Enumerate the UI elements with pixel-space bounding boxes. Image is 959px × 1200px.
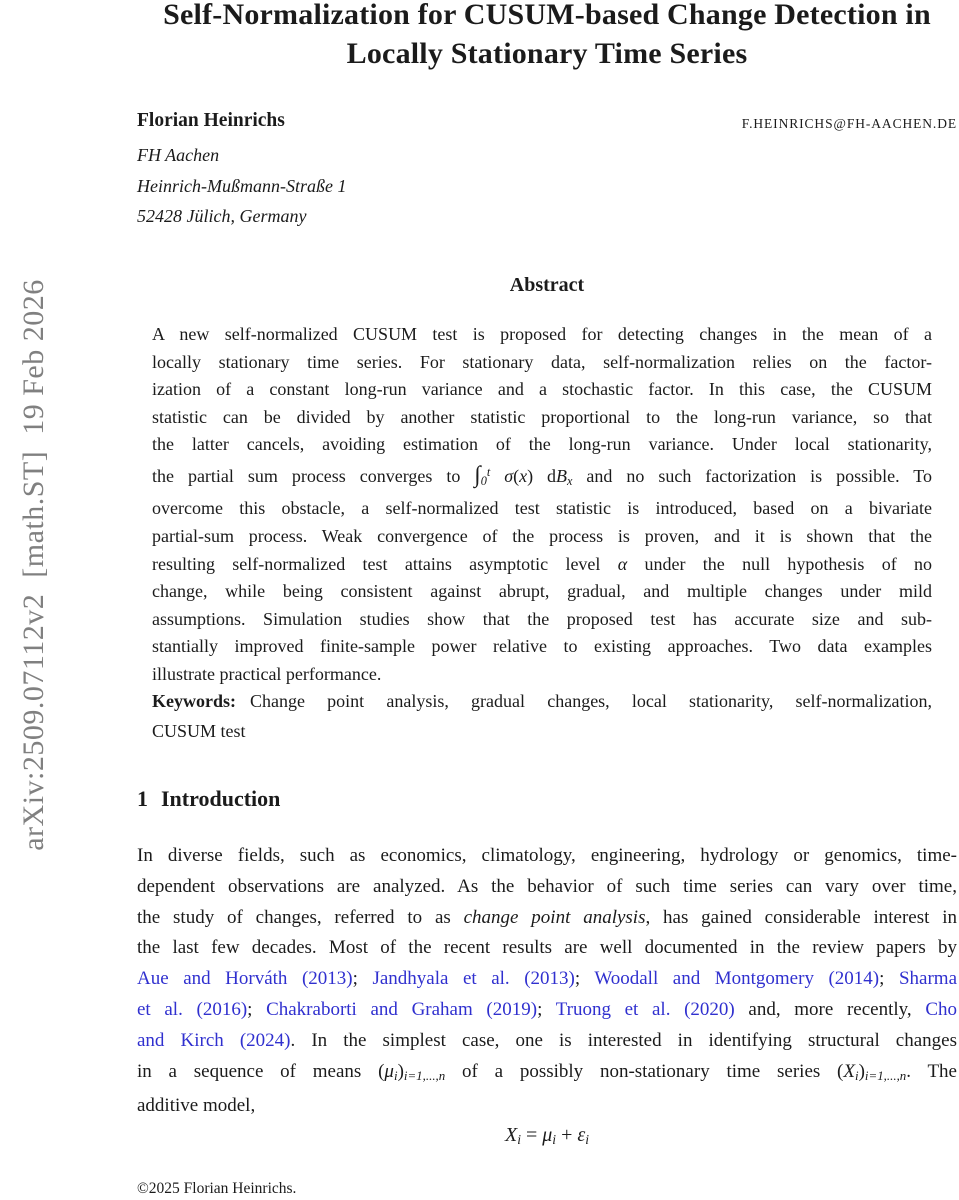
text-segment: i <box>517 1131 521 1147</box>
text-segment: In diverse fields, such as economics, climatology, engineering, hydrology or genomics, time- <box>137 845 957 866</box>
text-segment: i <box>855 1067 859 1083</box>
text-line <box>152 633 932 661</box>
text-line <box>152 495 932 523</box>
text-line <box>152 376 932 404</box>
text-segment: ) d <box>527 466 557 487</box>
abstract-body <box>152 321 932 689</box>
text-segment: ; <box>247 998 267 1020</box>
text-segment: A new self-normalized CUSUM test is proposed for detecting changes in the mean of a <box>152 324 932 344</box>
citation-link[interactable]: and Kirch (2024) <box>137 1029 291 1051</box>
text-line <box>137 1057 957 1092</box>
text-segment: x <box>567 473 573 488</box>
text-line <box>152 578 932 606</box>
text-line <box>137 841 957 872</box>
text-line <box>137 964 957 995</box>
text-segment: σ <box>504 466 514 487</box>
text-segment: additive model, <box>137 1095 256 1117</box>
title-line-2: Locally Stationary Time Series <box>346 37 748 70</box>
paper-title <box>137 0 957 73</box>
text-segment: and no such factorization is possible. To <box>572 466 932 487</box>
citation-link[interactable]: Jandhyala et al. (2013) <box>372 968 575 990</box>
text-segment <box>490 466 504 486</box>
text-line <box>137 995 957 1026</box>
text-segment: X <box>843 1060 855 1082</box>
text-line <box>152 404 932 432</box>
text-line <box>137 903 957 934</box>
text-segment: μ <box>384 1060 394 1082</box>
text-segment: assumptions. Simulation studies show that the proposed test has accurate size and sub- <box>152 608 932 629</box>
text-segment: overcome this obstacle, a self-normalized test statistic is introduced, based on a bivariate <box>152 498 932 519</box>
author-affiliation <box>137 140 737 232</box>
citation-link[interactable]: Cho <box>925 998 957 1020</box>
text-segment: ization of a constant long-run variance and a stochastic factor. In this case, the CUSUM <box>152 379 932 400</box>
text-line <box>152 321 932 349</box>
text-segment: Change point analysis, gradual changes, local stationarity, self-normalization, <box>250 691 932 711</box>
equation-additive-model <box>137 1121 957 1154</box>
author-email-link[interactable]: F.HEINRICHS@FH-AACHEN.DE <box>741 116 957 131</box>
text-segment: μ <box>542 1124 553 1146</box>
text-segment: the last few decades. Most of the recent results are well documented in the review papers by <box>137 937 957 959</box>
introduction-paragraph <box>137 841 957 1122</box>
text-segment: the partial sum process converges to <box>152 466 475 487</box>
text-segment: t <box>486 464 491 479</box>
text-segment: ) <box>397 1060 404 1082</box>
keywords-block <box>152 686 932 746</box>
text-segment: resulting self-normalized test attains asymptotic level <box>152 553 618 574</box>
citation-link[interactable]: Woodall and Montgomery (2014) <box>594 968 880 990</box>
text-segment: i <box>393 1067 398 1083</box>
text-segment: locally stationary time series. For stationary data, self-normalization relies on the factor- <box>152 351 932 372</box>
text-segment: partial-sum process. Weak convergence of the process is proven, and it is shown that the <box>152 525 932 546</box>
text-segment: i <box>585 1131 590 1147</box>
text-segment: dependent observations are analyzed. As the behavior of such time series can vary over time, <box>137 875 957 897</box>
text-segment: ∫ <box>474 462 481 489</box>
text-line <box>152 716 932 746</box>
text-line <box>152 349 932 377</box>
text-line <box>137 933 957 964</box>
abstract-heading: Abstract <box>509 274 585 296</box>
citation-link[interactable]: et al. (2016) <box>137 998 248 1020</box>
arxiv-watermark: arXiv:2509.07112v2 [math.ST] 19 Feb 2026 <box>17 279 50 851</box>
text-segment: ; <box>537 998 556 1020</box>
text-segment: ε <box>577 1124 586 1146</box>
text-segment: change, while being consistent against abrupt, gradual, and multiple changes under mild <box>152 581 932 602</box>
text-segment: . The <box>906 1060 957 1082</box>
text-segment: ; <box>574 968 595 990</box>
text-segment: the latter cancels, avoiding estimation of the long-run variance. Under local stationarity, <box>152 434 932 455</box>
text-line <box>152 523 932 551</box>
copyright-notice: ©2025 Florian Heinrichs. <box>137 1180 297 1197</box>
section-heading-introduction <box>137 784 957 814</box>
text-line <box>152 606 932 634</box>
text-segment: CUSUM test <box>152 721 246 741</box>
citation-link[interactable]: Truong et al. (2020) <box>555 998 735 1020</box>
text-line <box>137 872 957 903</box>
text-segment: α <box>617 553 628 574</box>
affiliation-line: Heinrich-Mußmann-Straße 1 <box>137 175 347 196</box>
text-segment: ) <box>858 1060 865 1082</box>
text-column <box>137 0 957 1200</box>
text-segment: statistic can be divided by another statistic proportional to the long-run variance, so that <box>152 406 932 427</box>
text-line <box>137 1091 957 1122</box>
text-segment: . In the simplest case, one is interested in identifying structural changes <box>290 1029 957 1051</box>
text-segment: i=1,...,n <box>864 1067 907 1083</box>
text-segment: of a possibly non-stationary time series ( <box>445 1060 844 1082</box>
text-line <box>152 459 932 495</box>
text-segment: stantially improved finite-sample power relative to existing approaches. Two data examples <box>152 636 932 657</box>
text-line <box>152 431 932 459</box>
text-line <box>152 661 932 689</box>
citation-link[interactable]: Sharma <box>898 968 958 990</box>
text-segment: the study of changes, referred to as <box>137 906 464 928</box>
text-segment: Keywords: <box>152 691 236 711</box>
text-line <box>137 1026 957 1057</box>
text-line <box>152 551 932 579</box>
text-segment: + <box>556 1124 578 1146</box>
section-number: 1 <box>137 786 148 811</box>
citation-link[interactable]: Aue and Horváth (2013) <box>137 968 353 990</box>
text-segment: under the null hypothesis of no <box>627 553 932 574</box>
section-title: Introduction <box>161 786 281 811</box>
text-segment: X <box>504 1124 518 1146</box>
text-segment: illustrate practical performance. <box>152 663 382 684</box>
text-segment: ( <box>513 466 520 487</box>
author-name: Florian Heinrichs <box>137 110 285 131</box>
text-segment: 0 <box>480 473 487 488</box>
text-segment: B <box>556 466 568 487</box>
title-line-1: Self-Normalization for CUSUM-based Change Detection in <box>163 0 931 31</box>
text-segment: ; <box>352 968 373 990</box>
text-segment: i <box>552 1131 557 1147</box>
affiliation-line: 52428 Jülich, Germany <box>137 206 307 227</box>
text-segment: and, more recently, <box>734 998 926 1020</box>
text-segment: x <box>519 466 528 487</box>
text-segment: = <box>520 1124 543 1146</box>
citation-link[interactable]: Chakraborti and Graham (2019) <box>266 998 538 1020</box>
text-segment: ; <box>879 968 899 990</box>
affiliation-line: FH Aachen <box>137 145 220 165</box>
text-segment: i=1,...,n <box>403 1067 446 1083</box>
text-segment: in a sequence of means ( <box>137 1060 385 1082</box>
text-segment: change point analysis <box>463 906 646 928</box>
author-row <box>137 108 957 137</box>
text-line <box>152 686 932 716</box>
text-segment: , has gained considerable interest in <box>645 906 958 928</box>
